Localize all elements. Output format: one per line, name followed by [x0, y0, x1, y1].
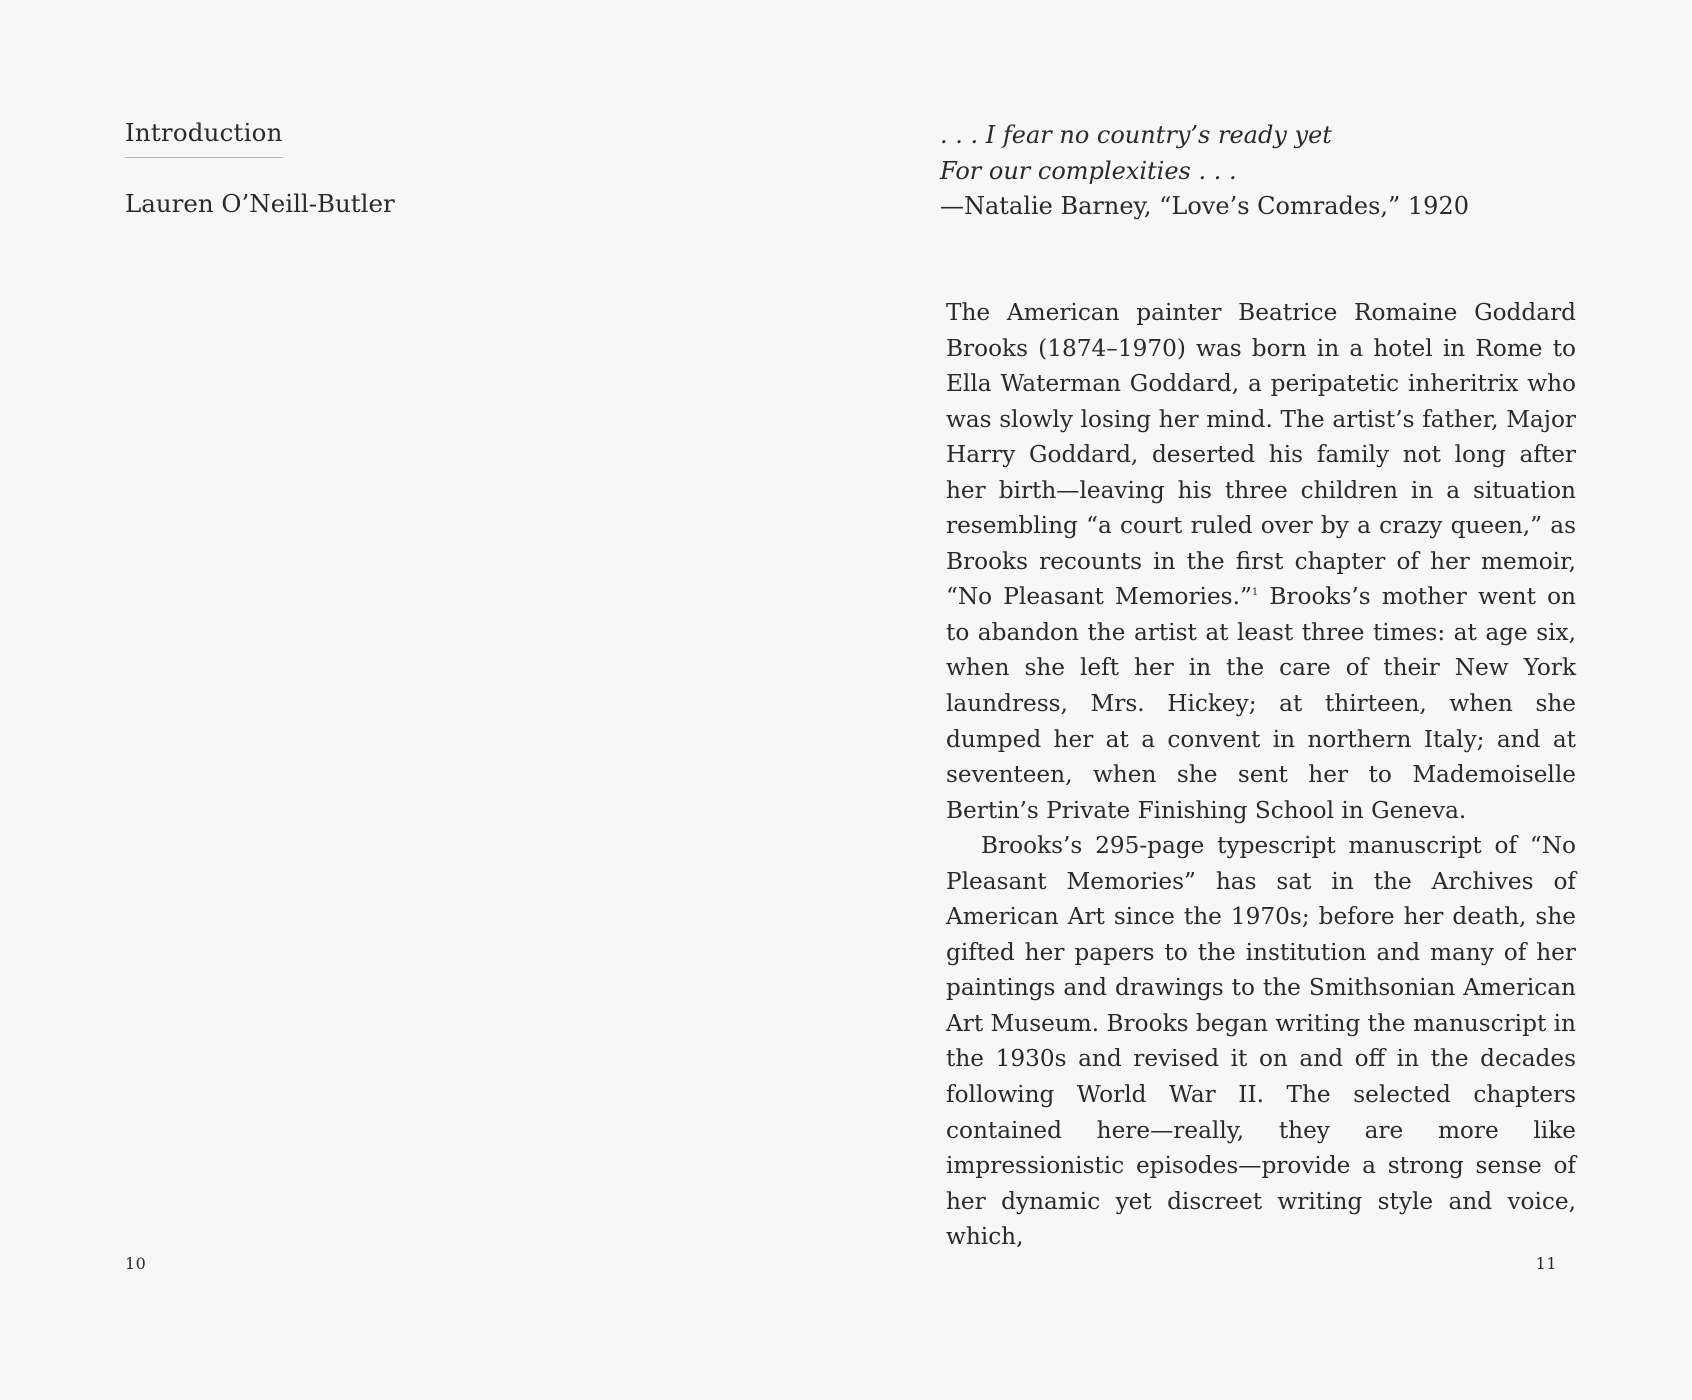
paragraph-1: [946, 295, 1576, 828]
epigraph-attribution: —Natalie Barney, “Love’s Comrades,” 1920: [940, 192, 1469, 220]
author-name: Lauren O’Neill-Butler: [125, 189, 395, 218]
footnote-ref[interactable]: 1: [1251, 587, 1259, 599]
section-label: Introduction: [125, 118, 283, 158]
body-text: [946, 295, 1576, 1255]
epigraph-line-2: For our complexities . . .: [940, 156, 1237, 185]
page-number-left: 10: [125, 1254, 147, 1273]
epigraph-line-1: . . . I fear no country’s ready yet: [940, 121, 1332, 149]
right-page: [846, 0, 1692, 1400]
paragraph-2: Brooks’s 295-page typescript manuscript of “No Pleasant Memories” has sat in the Archives of American Art since the 1970s; before her death, she gifted her papers to the institution and many of her paintings and drawings to the Smithsonian American Art Museum. Brooks began writing the manuscript in the 1930s and revised it on and off in the decades following World War II. The selected chapters contained here—really, they are more like impressionistic episodes—provide a strong sense of her dynamic yet discreet writing style and voice, which,: [946, 832, 1576, 1251]
paragraph-1-text: The American painter Beatrice Romaine Goddard Brooks (1874–1970) was born in a hotel in Rome to Ella Waterman Goddard, a peripatetic inheritrix who was slowly losing her mind. The artist’s father, Major Harry Goddard, deserted his family not long after her birth—leaving his three children in a situation resembling “a court ruled over by a crazy queen,” as Brooks recounts in the first chapter of her memoir, “No Pleasant Memories.”: [946, 299, 1576, 611]
paragraph-1-continued: Brooks’s mother went on to abandon the artist at least three times: at age six, when she left her in the care of their New York laundress, Mrs. Hickey; at thirteen, when she dumped her at a convent in northern Italy; and at seventeen, when she sent her to Mademoiselle Bertin’s Private Finishing School in Geneva.: [946, 583, 1576, 824]
epigraph: [940, 118, 1640, 225]
page-number-right: 11: [1535, 1254, 1557, 1273]
